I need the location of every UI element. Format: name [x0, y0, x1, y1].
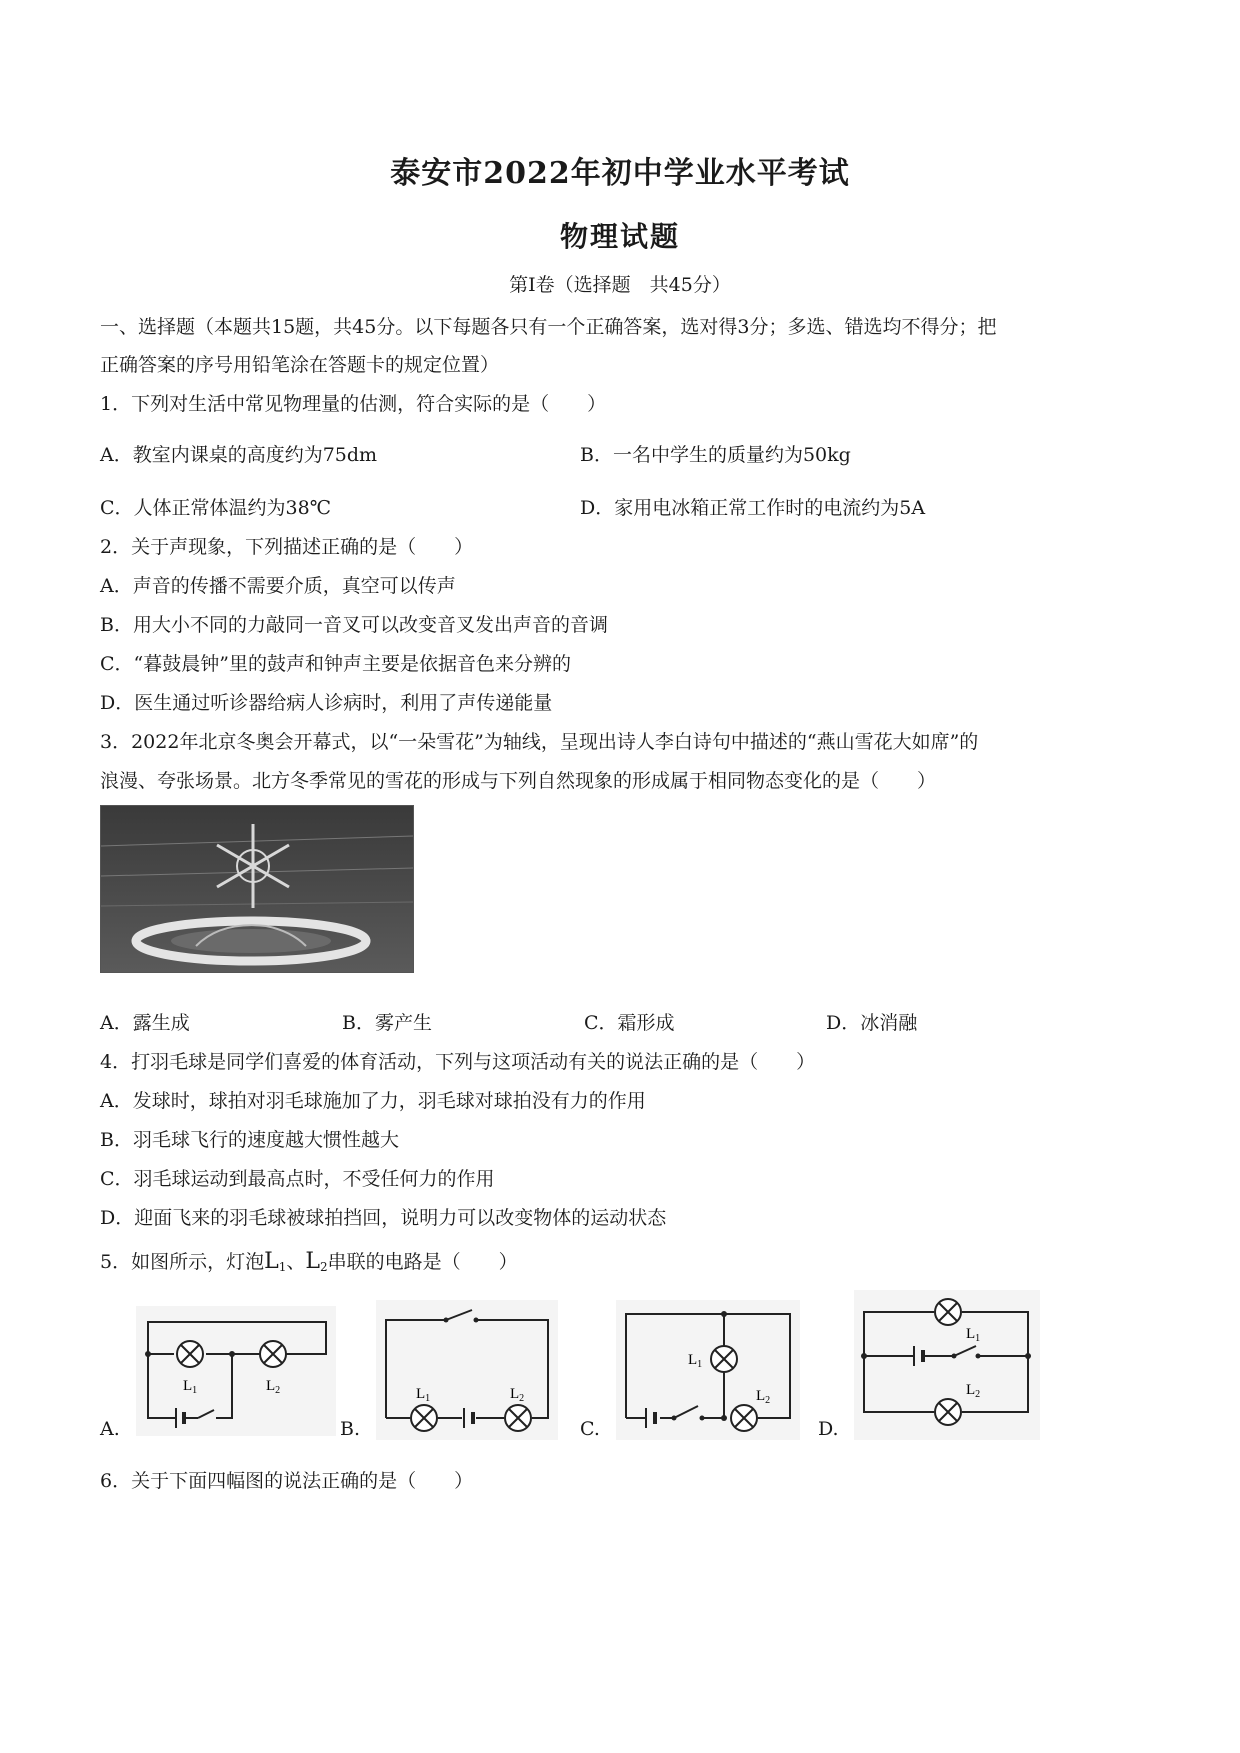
lamp-l2-label: $L_2$	[756, 1388, 771, 1406]
q2-option-b: B．用大小不同的力敲同一音叉可以改变音叉发出声音的音调	[100, 614, 608, 636]
q1-option-c: C．人体正常体温约为38℃	[100, 497, 331, 519]
q1-option-a: A．教室内课桌的高度约为75dm	[100, 444, 378, 466]
q3-option-a: A．露生成	[100, 1012, 190, 1034]
q4-option-a: A．发球时，球拍对羽毛球施加了力，羽毛球对球拍没有力的作用	[100, 1090, 646, 1112]
section-instructions-2: 正确答案的序号用铅笔涂在答题卡的规定位置）	[100, 354, 500, 376]
q3-option-d: D．冰消融	[826, 1012, 918, 1034]
circuit-a-diagram	[136, 1306, 336, 1436]
lamp-l1-label: $L_1$	[183, 1378, 198, 1396]
lamp-l1-label: $L_1$	[416, 1386, 431, 1404]
q2-option-d: D．医生通过听诊器给病人诊病时，利用了声传递能量	[100, 692, 553, 714]
q2-option-c: C．“暮鼓晨钟”里的鼓声和钟声主要是依据音色来分辨的	[100, 653, 571, 675]
q4-option-c: C．羽毛球运动到最高点时，不受任何力的作用	[100, 1168, 495, 1190]
q3-option-c: C．霜形成	[584, 1012, 675, 1034]
lamp-l1-symbol	[711, 1346, 737, 1372]
lamp-l2-symbol	[505, 1405, 531, 1431]
q4-stem: 4．打羽毛球是同学们喜爱的体育活动，下列与这项活动有关的说法正确的是（ ）	[100, 1051, 816, 1073]
q1-option-b: B．一名中学生的质量约为50kg	[580, 444, 851, 466]
circuit-a-label: A.	[100, 1418, 120, 1440]
circuit-b-label: B.	[340, 1418, 361, 1440]
q1-option-d: D．家用电冰箱正常工作时的电流约为5A	[580, 497, 926, 519]
page-title: 泰安市2022年初中学业水平考试	[390, 156, 850, 191]
q3-stem-2: 浪漫、夸张场景。北方冬季常见的雪花的形成与下列自然现象的形成属于相同物态变化的是（ ）	[100, 770, 937, 792]
circuit-d-label: D.	[818, 1418, 839, 1440]
q2-stem: 2．关于声现象，下列描述正确的是（ ）	[100, 536, 474, 558]
q4-option-b: B．羽毛球飞行的速度越大惯性越大	[100, 1129, 399, 1151]
q3-option-b: B．雾产生	[342, 1012, 432, 1034]
lamp-l2-symbol	[731, 1405, 757, 1431]
snowflake-ceremony-photo	[100, 805, 414, 973]
q1-stem: 1．下列对生活中常见物理量的估测，符合实际的是（ ）	[100, 393, 607, 415]
q5-stem: 5．如图所示，灯泡$L_1$、$L_2$串联的电路是（ ）	[100, 1249, 518, 1274]
lamp-l2-symbol	[935, 1399, 961, 1425]
section-instructions-1: 一、选择题（本题共15题，共45分。以下每题各只有一个正确答案，选对得3分；多选、错选均不得分；把	[100, 316, 997, 338]
lamp-l1-label: $L_1$	[688, 1352, 703, 1370]
lamp-l1-symbol	[935, 1299, 961, 1325]
circuit-c-diagram	[616, 1300, 800, 1440]
q4-option-d: D．迎面飞来的羽毛球被球拍挡回，说明力可以改变物体的运动状态	[100, 1207, 667, 1229]
q3-stem-1: 3．2022年北京冬奥会开幕式，以“一朵雪花”为轴线，呈现出诗人李白诗句中描述的“燕山雪花大如席”的	[100, 731, 979, 753]
lamp-l1-label: $L_1$	[966, 1326, 981, 1344]
lamp-l2-label: $L_2$	[510, 1386, 525, 1404]
circuit-d-diagram	[854, 1290, 1040, 1440]
lamp-l2-label: $L_2$	[966, 1382, 981, 1400]
part-heading: 第Ⅰ卷（选择题 共45分）	[509, 274, 731, 296]
q6-stem: 6．关于下面四幅图的说法正确的是（ ）	[100, 1470, 474, 1492]
lamp-l2-label: $L_2$	[266, 1378, 281, 1396]
page-subtitle: 物理试题	[559, 220, 680, 253]
circuit-c-label: C.	[580, 1418, 600, 1440]
lamp-l1-symbol	[177, 1341, 203, 1367]
lamp-l1-symbol	[411, 1405, 437, 1431]
q2-option-a: A．声音的传播不需要介质，真空可以传声	[100, 575, 456, 597]
lamp-l2-symbol	[260, 1341, 286, 1367]
circuit-b-diagram	[376, 1300, 558, 1440]
